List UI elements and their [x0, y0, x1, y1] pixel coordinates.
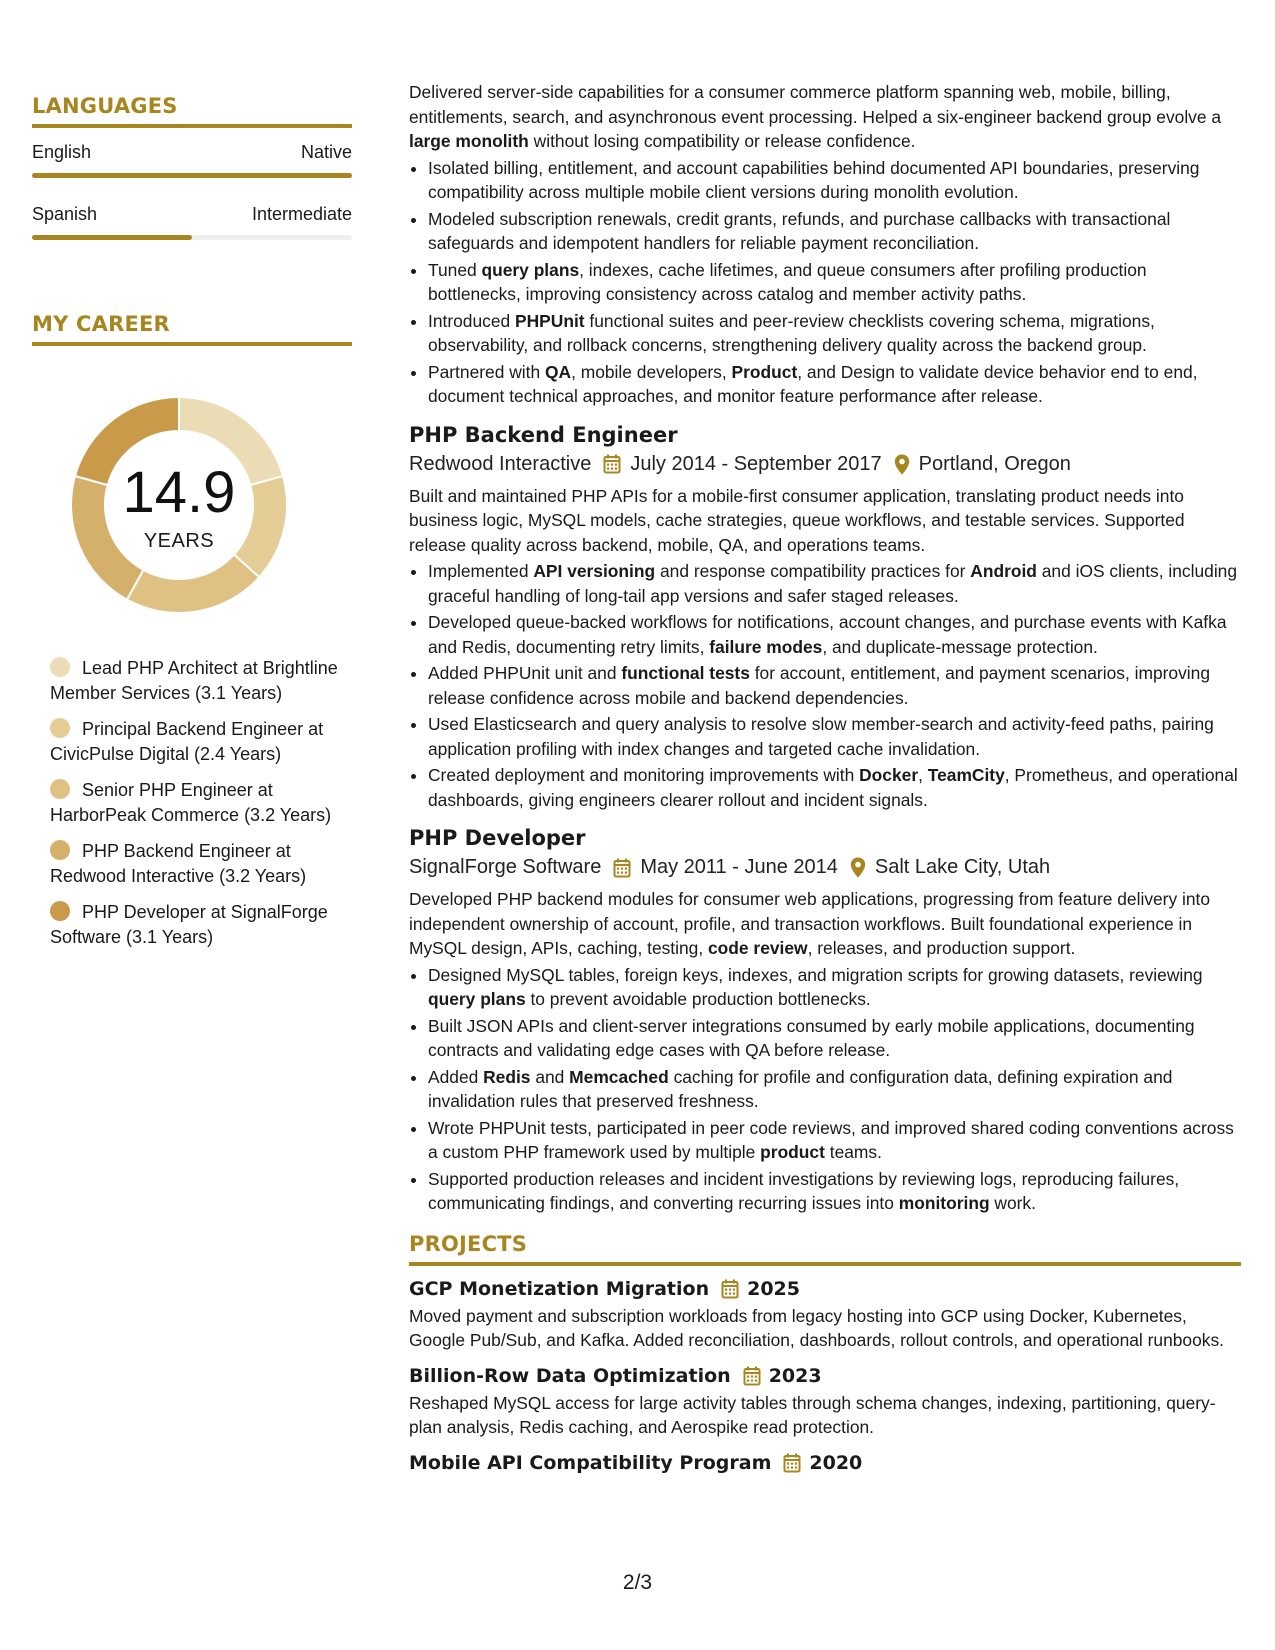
language-proficiency-fill	[32, 235, 192, 240]
job-company: Redwood Interactive	[409, 452, 592, 475]
project-year: 2020	[809, 1451, 863, 1474]
career-heading: MY CAREER	[32, 312, 352, 346]
job-company: SignalForge Software	[409, 856, 602, 878]
calendar-icon	[603, 454, 621, 474]
career-legend-label: Senior PHP Engineer at HarborPeak Commerce (3.2 Years)	[50, 780, 332, 825]
career-legend-label: Lead PHP Architect at Brightline Member Services (3.1 Years)	[50, 658, 338, 703]
career-legend-item	[50, 656, 340, 705]
job-bullets	[409, 963, 1241, 1216]
career-legend	[32, 656, 352, 949]
project-entry	[409, 1278, 1241, 1353]
calendar-icon	[613, 858, 631, 878]
language-proficiency-bar	[32, 173, 352, 178]
career-total	[64, 390, 294, 620]
job-location: Portland, Oregon	[918, 452, 1071, 475]
career-legend-item	[50, 839, 340, 888]
project-description: Reshaped MySQL access for large activity tables through schema changes, indexing, partitioning, query-plan analysis, Redis caching, and Aerospike read protection.	[409, 1392, 1216, 1437]
legend-dot	[50, 718, 70, 738]
career-legend-label: PHP Developer at SignalForge Software (3.1 Years)	[50, 902, 328, 947]
bullet-item: • Partnered with QA, mobile developers, Product, and Design to validate device behavior end to end, document technical approaches, and monitor feature performance after release.	[428, 360, 1241, 409]
bullet-item: • Used Elasticsearch and query analysis to resolve slow member-search and activity-feed paths, pairing application profiling with index changes and targeted cache invalidation.	[428, 712, 1241, 761]
project-name: GCP Monetization Migration	[409, 1277, 710, 1300]
project-entry	[409, 1365, 1241, 1440]
language-name: Spanish	[32, 204, 98, 224]
legend-dot	[50, 840, 70, 860]
job-title: PHP Backend Engineer	[409, 422, 678, 447]
calendar-icon	[743, 1366, 761, 1386]
languages-heading: LANGUAGES	[32, 94, 352, 128]
page-number: 2/3	[622, 1571, 653, 1594]
job-summary: Developed PHP backend modules for consumer web applications, progressing from feature delivery into independent ownership of account, profile, and transaction workflows. Built foundational experience in MySQL design, APIs, caching, testing, code review, releases, and production support.	[409, 889, 1211, 958]
job-location: Salt Lake City, Utah	[874, 856, 1051, 878]
job-meta	[409, 453, 1241, 476]
language-level: Intermediate	[251, 204, 352, 224]
bullet-item: • Isolated billing, entitlement, and account capabilities behind documented API boundaries, preserving compatibility across multiple mobile client versions during monolith evolution.	[428, 156, 1241, 205]
calendar-icon	[721, 1279, 739, 1299]
project-entry	[409, 1452, 1241, 1474]
legend-dot	[50, 657, 70, 677]
projects-heading: PROJECTS	[409, 1232, 1241, 1266]
bullet-item: • Designed MySQL tables, foreign keys, indexes, and migration scripts for growing datasets, reviewing query plans to prevent avoidable production bottlenecks.	[428, 963, 1241, 1012]
job-entry	[409, 423, 1241, 813]
language-name: English	[32, 142, 92, 162]
job-entry	[409, 826, 1241, 1216]
left-column	[32, 94, 352, 961]
job-dates: July 2014 - September 2017	[630, 452, 882, 475]
legend-dot	[50, 779, 70, 799]
bullet-item: • Created deployment and monitoring improvements with Docker, TeamCity, Prometheus, and operational dashboards, giving engineers clearer rollout and incident signals.	[428, 763, 1241, 812]
language-item	[32, 204, 352, 240]
career-total-years: 14.9	[122, 460, 236, 525]
bullet-item: • Built JSON APIs and client-server integrations consumed by early mobile applications, documenting contracts and validating edge cases with QA before release.	[428, 1014, 1241, 1063]
project-year: 2025	[747, 1277, 800, 1300]
bullet-item: • Added PHPUnit unit and functional tests for account, entitlement, and payment scenarios, improving release confidence across mobile and backend dependencies.	[428, 661, 1241, 710]
career-legend-label: PHP Backend Engineer at Redwood Interactive (3.2 Years)	[50, 841, 307, 886]
experience-bullets	[409, 156, 1241, 409]
language-item	[32, 142, 352, 178]
project-description: Moved payment and subscription workloads from legacy hosting into GCP using Docker, Kubernetes, Google Pub/Sub, and Kafka. Added reconciliation, dashboards, rollout controls, and operational runbooks.	[409, 1305, 1224, 1350]
language-proficiency-fill	[32, 173, 352, 178]
job-dates: May 2011 - June 2014	[640, 856, 838, 878]
job-bullets	[409, 559, 1241, 812]
career-legend-item	[50, 778, 340, 827]
map-pin-icon	[894, 454, 910, 475]
project-year: 2023	[768, 1364, 822, 1387]
career-legend-label: Principal Backend Engineer at CivicPulse Digital (2.4 Years)	[50, 719, 324, 764]
career-total-unit: YEARS	[143, 530, 215, 552]
bullet-item: • Supported production releases and incident investigations by reviewing logs, reproducing failures, communicating findings, and converting recurring issues into monitoring work.	[428, 1167, 1241, 1216]
project-name: Billion-Row Data Optimization	[409, 1364, 731, 1387]
right-column	[409, 80, 1241, 1474]
career-legend-item	[50, 717, 340, 766]
job-meta	[409, 856, 1241, 879]
legend-dot	[50, 901, 70, 921]
bullet-item: • Introduced PHPUnit functional suites and peer-review checklists covering schema, migrations, observability, and rollback concerns, strengthening delivery quality across the backend group.	[428, 309, 1241, 358]
bullet-item: • Developed queue-backed workflows for notifications, account changes, and purchase events with Kafka and Redis, documenting retry limits, failure modes, and duplicate-message protection.	[428, 610, 1241, 659]
language-proficiency-bar	[32, 235, 352, 240]
bullet-item: • Added Redis and Memcached caching for profile and configuration data, defining expiration and invalidation rules that preserved freshness.	[428, 1065, 1241, 1114]
bullet-item: • Tuned query plans, indexes, cache lifetimes, and queue consumers after profiling production bottlenecks, improving consistency across catalog and member activity paths.	[428, 258, 1241, 307]
job-title: PHP Developer	[409, 826, 586, 850]
calendar-icon	[783, 1453, 801, 1473]
language-level: Native	[300, 142, 352, 162]
bullet-item: • Modeled subscription renewals, credit grants, refunds, and purchase callbacks with transactional safeguards and idempotent handlers for reliable payment reconciliation.	[428, 207, 1241, 256]
map-pin-icon	[850, 857, 866, 878]
bullet-item: • Wrote PHPUnit tests, participated in peer code reviews, and improved shared coding conventions across a custom PHP framework used by multiple product teams.	[428, 1116, 1241, 1165]
career-legend-item	[50, 900, 340, 949]
job-summary: Built and maintained PHP APIs for a mobile-first consumer application, translating product needs into business logic, MySQL models, cache strategies, queue workflows, and testable services. Supported release quality across backend, mobile, QA, and operations teams.	[409, 485, 1185, 555]
project-name: Mobile API Compatibility Program	[409, 1451, 772, 1474]
bullet-item: • Implemented API versioning and response compatibility practices for Android and iOS clients, including graceful handling of long-tail app versions and safer staged releases.	[428, 559, 1241, 608]
experience-summary: Delivered server-side capabilities for a consumer commerce platform spanning web, mobile, billing, entitlements, search, and asynchronous event processing. Helped a six-engineer backend group evolve a large monolith without losing compatibility or release confidence.	[409, 82, 1222, 151]
projects-section	[409, 1232, 1241, 1474]
career-donut-chart	[64, 390, 294, 620]
